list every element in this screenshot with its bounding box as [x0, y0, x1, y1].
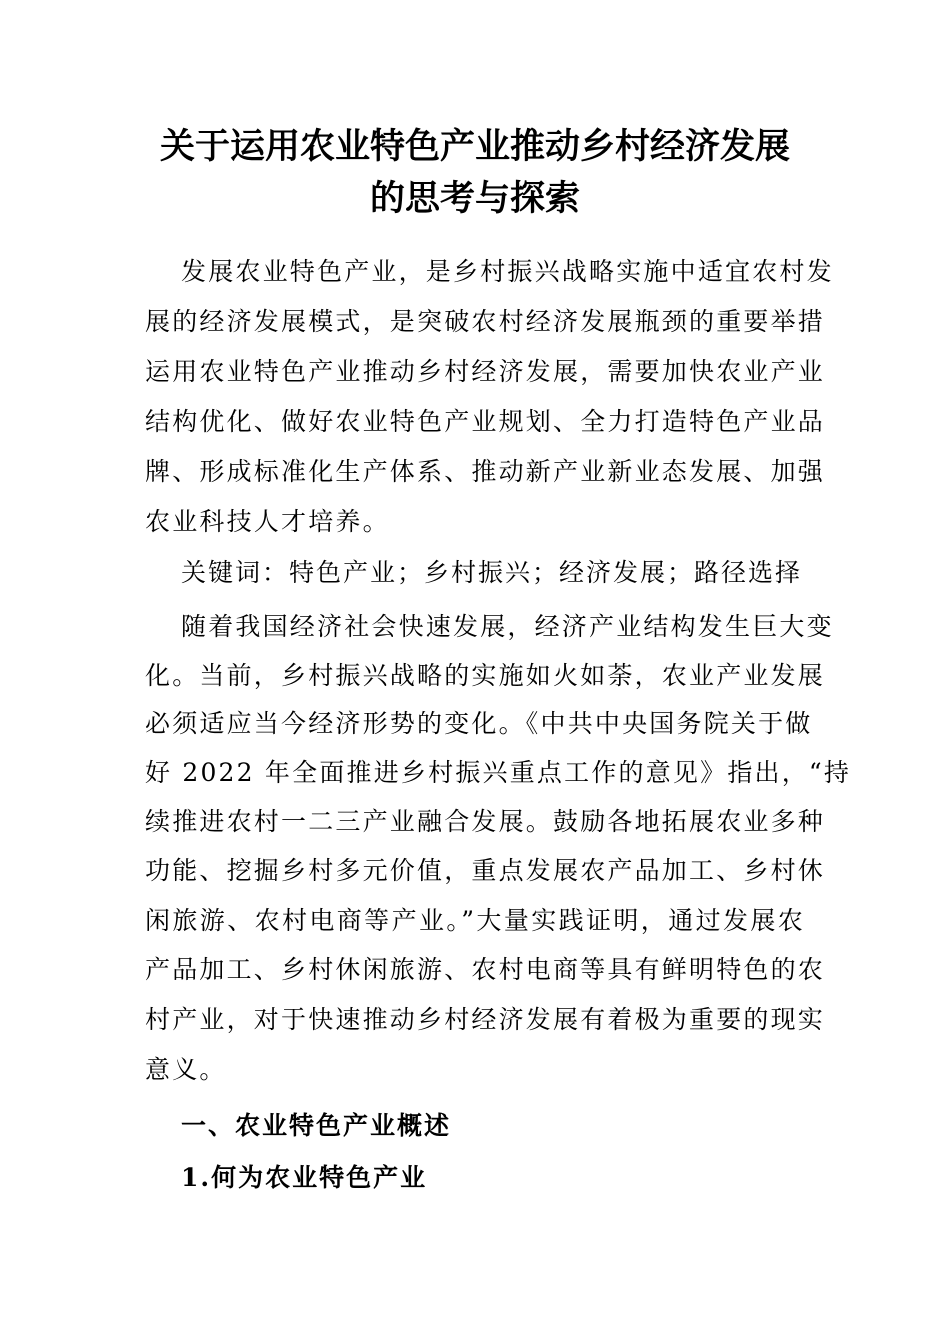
body-line-6: 功能、挖掘乡村多元价值，重点发展农产品加工、乡村休	[145, 856, 826, 885]
body-line-10: 意义。	[145, 1055, 227, 1084]
abstract-line-4: 结构优化、做好农业特色产业规划、全力打造特色产业品	[145, 407, 826, 436]
body-line-5: 续推进农村一二三产业融合发展。鼓励各地拓展农业多种	[145, 807, 826, 836]
keywords-line: 关键词：特色产业；乡村振兴；经济发展；路径选择	[181, 558, 803, 587]
abstract-line-1: 发展农业特色产业，是乡村振兴战略实施中适宜农村发	[181, 257, 834, 286]
body-line-9: 村产业，对于快速推动乡村经济发展有着极为重要的现实	[145, 1005, 826, 1034]
abstract-line-6: 农业科技人才培养。	[145, 507, 390, 536]
body-line-3: 必须适应当今经济形势的变化。《中共中央国务院关于做	[145, 709, 813, 738]
body-line-7: 闲旅游、农村电商等产业。”大量实践证明，通过发展农	[145, 906, 805, 935]
document-title-line-2: 的思考与探索	[369, 178, 580, 219]
section-heading: 一、农业特色产业概述	[181, 1111, 452, 1140]
document-title-line-1: 关于运用农业特色产业推动乡村经济发展	[159, 126, 790, 167]
body-line-4: 好 2022 年全面推进乡村振兴重点工作的意见》指出，“持	[145, 758, 852, 787]
abstract-line-2: 展的经济发展模式，是突破农村经济发展瓶颈的重要举措	[145, 307, 826, 336]
abstract-line-5: 牌、形成标准化生产体系、推动新产业新业态发展、加强	[145, 457, 826, 486]
body-line-2: 化。当前，乡村振兴战略的实施如火如荼，农业产业发展	[145, 661, 826, 690]
body-line-1: 随着我国经济社会快速发展，经济产业结构发生巨大变	[181, 612, 834, 641]
abstract-line-3: 运用农业特色产业推动乡村经济发展，需要加快农业产业	[145, 357, 826, 386]
subsection-heading: 1.何为农业特色产业	[181, 1163, 428, 1192]
body-line-8: 产品加工、乡村休闲旅游、农村电商等具有鲜明特色的农	[145, 955, 826, 984]
